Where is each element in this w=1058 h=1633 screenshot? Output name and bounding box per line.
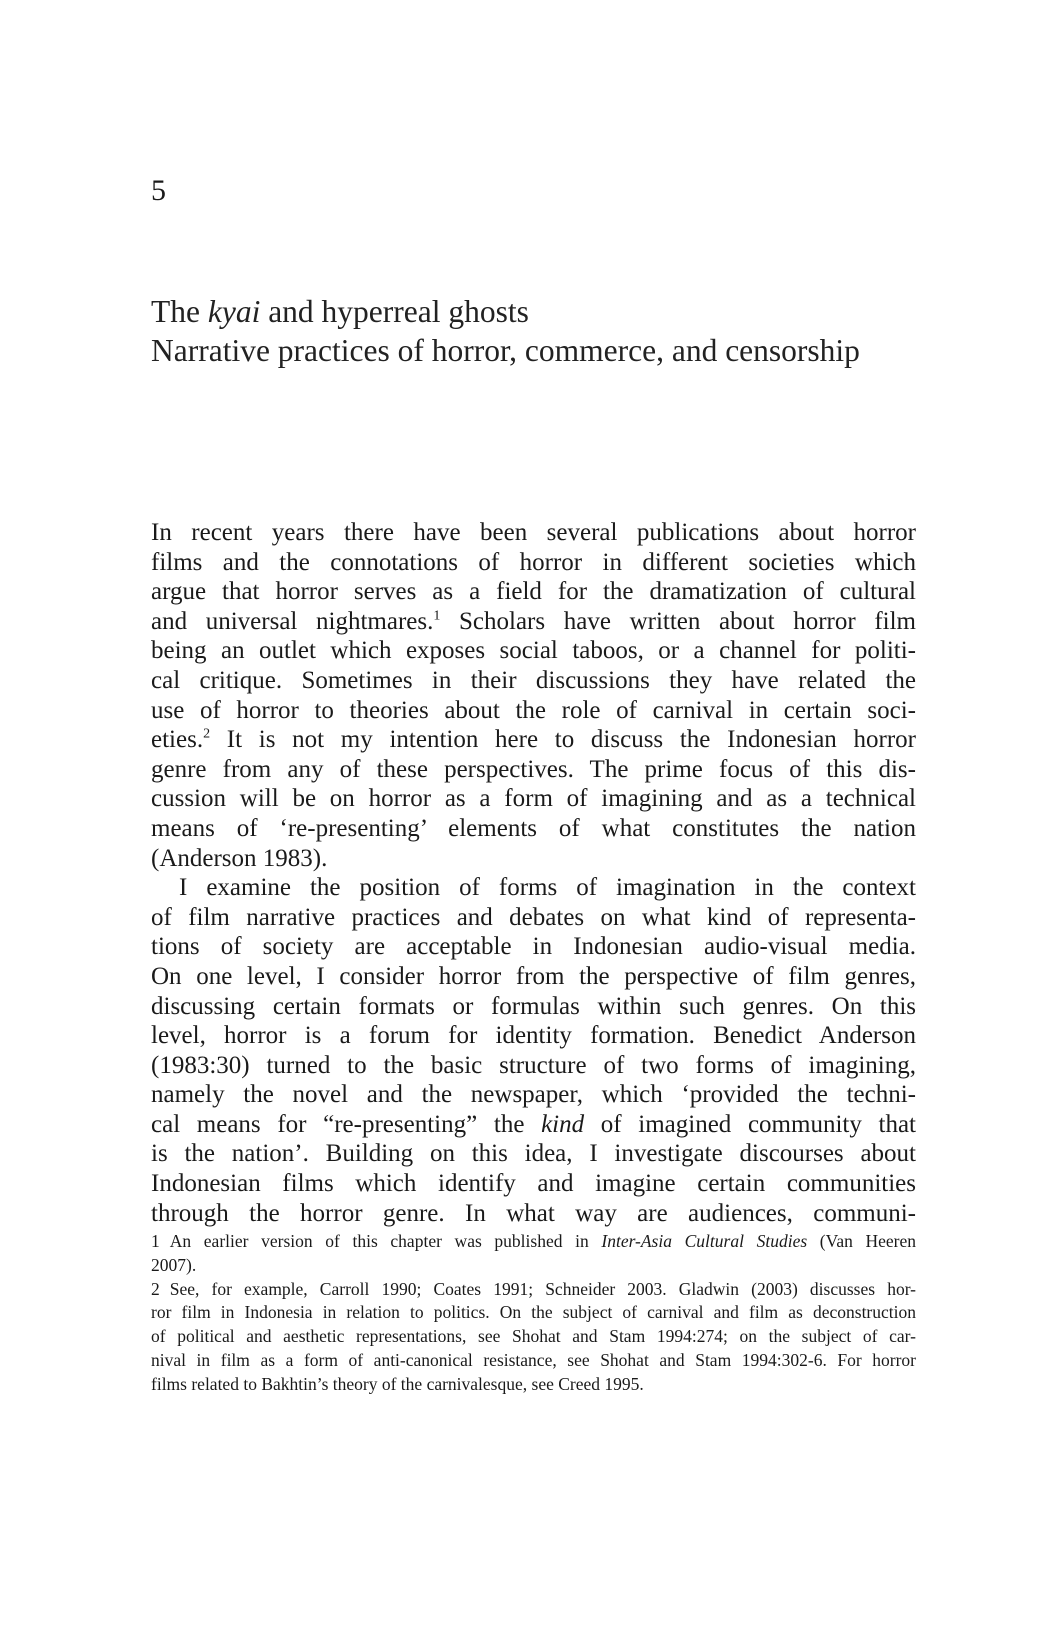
body-line: cal critique. Sometimes in their discussions they have related the xyxy=(151,666,916,694)
body-line: films and the connotations of horror in different societies which xyxy=(151,548,916,576)
body-line: (Anderson 1983). xyxy=(151,844,328,872)
chapter-title xyxy=(151,292,931,370)
footnote-ref-2: 2 xyxy=(203,726,211,742)
body-line: eties.$^2$ It is not my intention here to discuss the Indonesian horror xyxy=(151,726,916,754)
body-line: I examine the position of forms of imagination in the context xyxy=(179,874,916,902)
body-line: is the nation’. Building on this idea, I investigate discourses about xyxy=(151,1140,916,1168)
chapter-number: 5 xyxy=(151,174,166,207)
footnotes xyxy=(151,1230,916,1397)
body-line: and universal nightmares.$^1$ Scholars have written about horror film xyxy=(151,607,916,635)
body-line: genre from any of these perspectives. The prime focus of this dis- xyxy=(151,755,916,783)
italic-kind: kind xyxy=(541,1110,585,1138)
body-line: being an outlet which exposes social taboos, or a channel for politi- xyxy=(151,637,916,665)
footnote-number: 2 xyxy=(151,1278,160,1299)
footnote-ref-1: 1 xyxy=(433,608,441,624)
body-line: (1983:30) turned to the basic structure of two forms of imagining, xyxy=(151,1051,916,1079)
footnote-1: 1 An earlier version of this chapter was published in Inter-Asia Cultural Studies (Van Heeren xyxy=(151,1231,917,1251)
body-line: through the horror genre. In what way are audiences, communi- xyxy=(151,1199,916,1227)
body-line: namely the novel and the newspaper, which ‘provided the techni- xyxy=(151,1081,916,1109)
footnote-1-cont: 2007). xyxy=(151,1254,197,1275)
chapter-title-italic: kyai xyxy=(207,294,261,329)
body-line: use of horror to theories about the role of carnival in certain soci- xyxy=(151,696,916,724)
chapter-title-line-1: The kyai and hyperreal ghosts xyxy=(151,294,529,329)
body-line: level, horror is a forum for identity formation. Benedict Anderson xyxy=(151,1022,916,1050)
body-line: cussion will be on horror as a form of imagining and as a technical xyxy=(151,785,916,813)
footnote-2-cont: films related to Bakhtin’s theory of the carnivalesque, see Creed 1995. xyxy=(151,1373,644,1394)
body-line: cal means for “re-presenting” the kind of imagined community that xyxy=(151,1110,916,1138)
body-line: argue that horror serves as a field for the dramatization of cultural xyxy=(151,578,916,606)
body-line: tions of society are acceptable in Indonesian audio-visual media. xyxy=(151,933,916,961)
body-text xyxy=(151,518,916,1228)
chapter-subtitle: Narrative practices of horror, commerce, and censorship xyxy=(151,333,860,368)
footnote-2-cont: nival in film as a form of anti-canonical resistance, see Shohat and Stam 1994:302-6. For horror xyxy=(151,1349,916,1370)
body-line: On one level, I consider horror from the perspective of film genres, xyxy=(151,962,916,990)
body-line: Indonesian films which identify and imagine certain communities xyxy=(151,1170,916,1198)
footnote-2-cont: of political and aesthetic representations, see Shohat and Stam 1994:274; on the subject of car- xyxy=(151,1326,916,1347)
footnote-2-cont: ror film in Indonesia in relation to politics. On the subject of carnival and film as deconstruction xyxy=(151,1302,916,1323)
body-line: means of ‘re-presenting’ elements of what constitutes the nation xyxy=(151,814,916,842)
body-line: of film narrative practices and debates on what kind of representa- xyxy=(151,903,916,931)
journal-title: Inter-Asia Cultural Studies xyxy=(601,1231,808,1251)
body-line: In recent years there have been several publications about horror xyxy=(151,519,916,546)
body-line: discussing certain formats or formulas within such genres. On this xyxy=(151,992,916,1020)
footnote-2: 2 See, for example, Carroll 1990; Coates 1991; Schneider 2003. Gladwin (2003) discusses hor- xyxy=(151,1278,916,1299)
footnote-number: 1 xyxy=(151,1231,160,1251)
